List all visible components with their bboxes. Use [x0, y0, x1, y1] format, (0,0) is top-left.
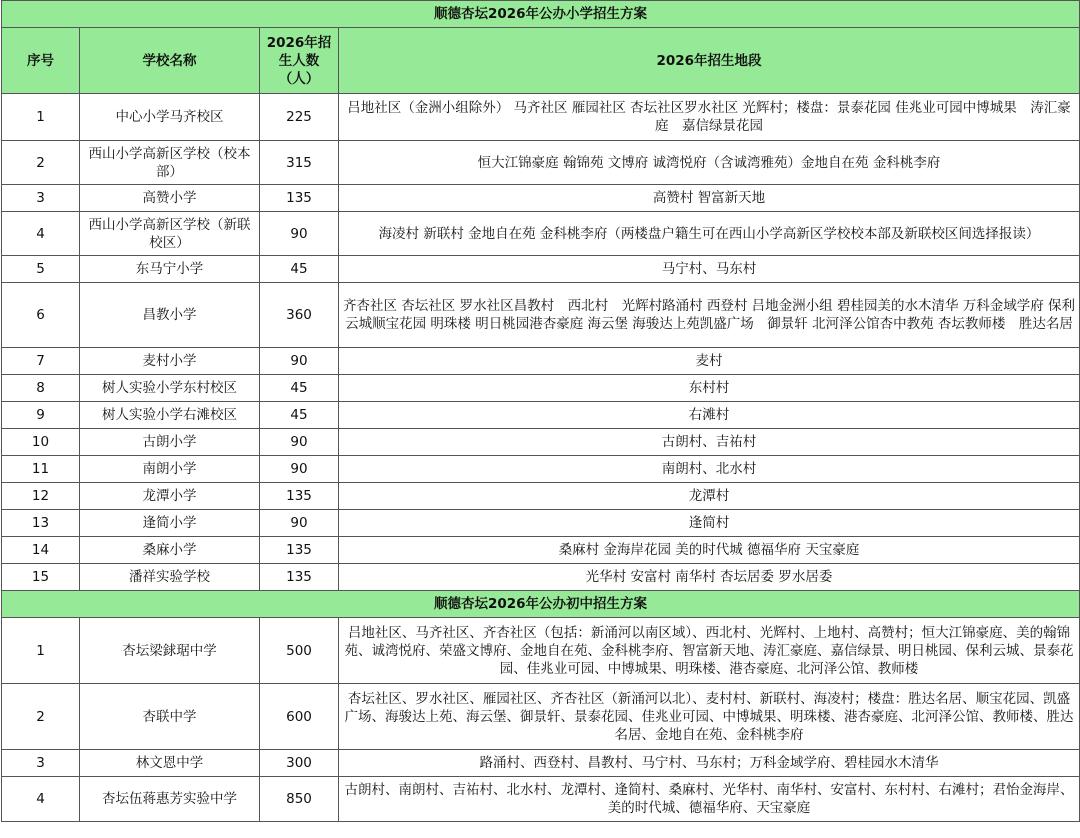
cell-enrollment-area: 逢简村: [339, 510, 1080, 537]
cell-enrollment-area: 吕地社区（金洲小组除外） 马齐社区 雁园社区 杏坛社区罗水社区 光辉村；楼盘：景泰花园 佳兆业可园中博城果 涛汇豪庭 嘉信绿景花园: [339, 94, 1080, 141]
table-row: [2, 402, 1080, 429]
cell-school-name: 树人实验小学右滩校区: [80, 402, 260, 429]
cell-school-name: 树人实验小学东村校区: [80, 375, 260, 402]
cell-quota: 135: [260, 564, 339, 591]
table-row: [2, 564, 1080, 591]
cell-index: 15: [2, 564, 80, 591]
cell-index: 1: [2, 618, 80, 684]
cell-quota: 90: [260, 348, 339, 375]
cell-quota: 300: [260, 750, 339, 777]
table-row: [2, 185, 1080, 212]
table-row: [2, 684, 1080, 750]
cell-enrollment-area: 吕地社区、马齐社区、齐杏社区（包括：新涌河以南区域）、西北村、光辉村、上地村、高赞村；恒大江锦豪庭、美的翰锦苑、诚湾悦府、荣盛文博府、金地自在苑、金科桃李府、智富新天地、涛汇豪庭、嘉信绿景、明日桃园、保利云城、景泰花园、佳兆业可园、中博城果、明珠楼、港杏豪庭、北河泽公馆、教师楼: [339, 618, 1080, 684]
cell-school-name: 东马宁小学: [80, 256, 260, 283]
table-row: [2, 456, 1080, 483]
cell-index: 5: [2, 256, 80, 283]
cell-school-name: 西山小学高新区学校（新联校区）: [80, 212, 260, 256]
cell-index: 1: [2, 94, 80, 141]
table-row: [2, 777, 1080, 822]
cell-school-name: 杏坛梁銶琚中学: [80, 618, 260, 684]
cell-enrollment-area: 南朗村、北水村: [339, 456, 1080, 483]
cell-quota: 45: [260, 375, 339, 402]
cell-enrollment-area: 东村村: [339, 375, 1080, 402]
cell-index: 4: [2, 777, 80, 822]
cell-index: 6: [2, 283, 80, 348]
cell-enrollment-area: 龙潭村: [339, 483, 1080, 510]
header-quota: 2026年招生人数（人）: [260, 28, 339, 94]
cell-school-name: 逢简小学: [80, 510, 260, 537]
table-row: [2, 212, 1080, 256]
cell-index: 4: [2, 212, 80, 256]
cell-index: 2: [2, 141, 80, 185]
cell-school-name: 麦村小学: [80, 348, 260, 375]
cell-index: 10: [2, 429, 80, 456]
cell-enrollment-area: 杏坛社区、罗水社区、雁园社区、齐杏社区（新涌河以北）、麦村村、新联村、海凌村；楼盘：胜达名居、顺宝花园、凯盛广场、海骏达上苑、海云堡、御景轩、景泰花园、佳兆业可园、中博城果、明珠楼、港杏豪庭、北河泽公馆、教师楼、胜达名居、金地自在苑、金科桃李府: [339, 684, 1080, 750]
cell-index: 12: [2, 483, 80, 510]
cell-index: 3: [2, 185, 80, 212]
table-row: [2, 348, 1080, 375]
table-row: [2, 750, 1080, 777]
cell-enrollment-area: 高赞村 智富新天地: [339, 185, 1080, 212]
enrollment-table-body: [2, 1, 1080, 822]
table-row: [2, 94, 1080, 141]
table-row: [2, 483, 1080, 510]
cell-quota: 850: [260, 777, 339, 822]
table-row: [2, 429, 1080, 456]
table-row: [2, 141, 1080, 185]
cell-school-name: 龙潭小学: [80, 483, 260, 510]
cell-quota: 90: [260, 510, 339, 537]
header-school-name: 学校名称: [80, 28, 260, 94]
table-row: [2, 256, 1080, 283]
cell-quota: 360: [260, 283, 339, 348]
cell-school-name: 昌教小学: [80, 283, 260, 348]
cell-school-name: 中心小学马齐校区: [80, 94, 260, 141]
cell-index: 7: [2, 348, 80, 375]
cell-quota: 135: [260, 483, 339, 510]
cell-enrollment-area: 桑麻村 金海岸花园 美的时代城 德福华府 天宝豪庭: [339, 537, 1080, 564]
cell-quota: 500: [260, 618, 339, 684]
cell-enrollment-area: 马宁村、马东村: [339, 256, 1080, 283]
cell-index: 14: [2, 537, 80, 564]
cell-school-name: 桑麻小学: [80, 537, 260, 564]
cell-school-name: 高赞小学: [80, 185, 260, 212]
cell-school-name: 潘祥实验学校: [80, 564, 260, 591]
cell-enrollment-area: 麦村: [339, 348, 1080, 375]
cell-enrollment-area: 古朗村、吉祐村: [339, 429, 1080, 456]
primary-school-plan-title: 顺德杏坛2026年公办小学招生方案: [2, 1, 1080, 28]
cell-enrollment-area: 齐杏社区 杏坛社区 罗水社区昌教村 西北村 光辉村路涌村 西登村 吕地金洲小组 碧桂园美的水木清华 万科金域学府 保利云城顺宝花园 明珠楼 明日桃园港杏豪庭 海云堡 海骏达上苑凯盛广场 御景轩 北河泽公馆杏中教苑 杏坛教师楼 胜达名居: [339, 283, 1080, 348]
cell-school-name: 杏坛伍蒋惠芳实验中学: [80, 777, 260, 822]
table-row: [2, 510, 1080, 537]
cell-index: 13: [2, 510, 80, 537]
cell-quota: 45: [260, 256, 339, 283]
cell-school-name: 西山小学高新区学校（校本部）: [80, 141, 260, 185]
cell-enrollment-area: 海凌村 新联村 金地自在苑 金科桃李府（两楼盘户籍生可在西山小学高新区学校校本部及新联校区间选择报读）: [339, 212, 1080, 256]
enrollment-table: [1, 0, 1080, 822]
header-enrollment-area: 2026年招生地段: [339, 28, 1080, 94]
cell-quota: 315: [260, 141, 339, 185]
cell-enrollment-area: 古朗村、南朗村、吉祐村、北水村、龙潭村、逢简村、桑麻村、光华村、南华村、安富村、东村村、右滩村；君怡金海岸、美的时代城、德福华府、天宝豪庭: [339, 777, 1080, 822]
cell-enrollment-area: 恒大江锦豪庭 翰锦苑 文博府 诚湾悦府（含诚湾雅苑）金地自在苑 金科桃李府: [339, 141, 1080, 185]
cell-school-name: 杏联中学: [80, 684, 260, 750]
cell-school-name: 古朗小学: [80, 429, 260, 456]
cell-quota: 135: [260, 185, 339, 212]
cell-quota: 45: [260, 402, 339, 429]
table-row: [2, 537, 1080, 564]
table-row: [2, 618, 1080, 684]
cell-quota: 225: [260, 94, 339, 141]
middle-school-plan-title: 顺德杏坛2026年公办初中招生方案: [2, 591, 1080, 618]
cell-quota: 600: [260, 684, 339, 750]
cell-enrollment-area: 光华村 安富村 南华村 杏坛居委 罗水居委: [339, 564, 1080, 591]
middle-title-row: [2, 591, 1080, 618]
cell-enrollment-area: 路涌村、西登村、昌教村、马宁村、马东村；万科金域学府、碧桂园水木清华: [339, 750, 1080, 777]
cell-index: 9: [2, 402, 80, 429]
cell-enrollment-area: 右滩村: [339, 402, 1080, 429]
table-row: [2, 375, 1080, 402]
cell-quota: 90: [260, 456, 339, 483]
cell-index: 11: [2, 456, 80, 483]
cell-school-name: 南朗小学: [80, 456, 260, 483]
column-header-row: [2, 28, 1080, 94]
cell-quota: 135: [260, 537, 339, 564]
cell-quota: 90: [260, 212, 339, 256]
primary-title-row: [2, 1, 1080, 28]
cell-quota: 90: [260, 429, 339, 456]
cell-school-name: 林文恩中学: [80, 750, 260, 777]
cell-index: 2: [2, 684, 80, 750]
header-index: 序号: [2, 28, 80, 94]
cell-index: 8: [2, 375, 80, 402]
table-row: [2, 283, 1080, 348]
cell-index: 3: [2, 750, 80, 777]
